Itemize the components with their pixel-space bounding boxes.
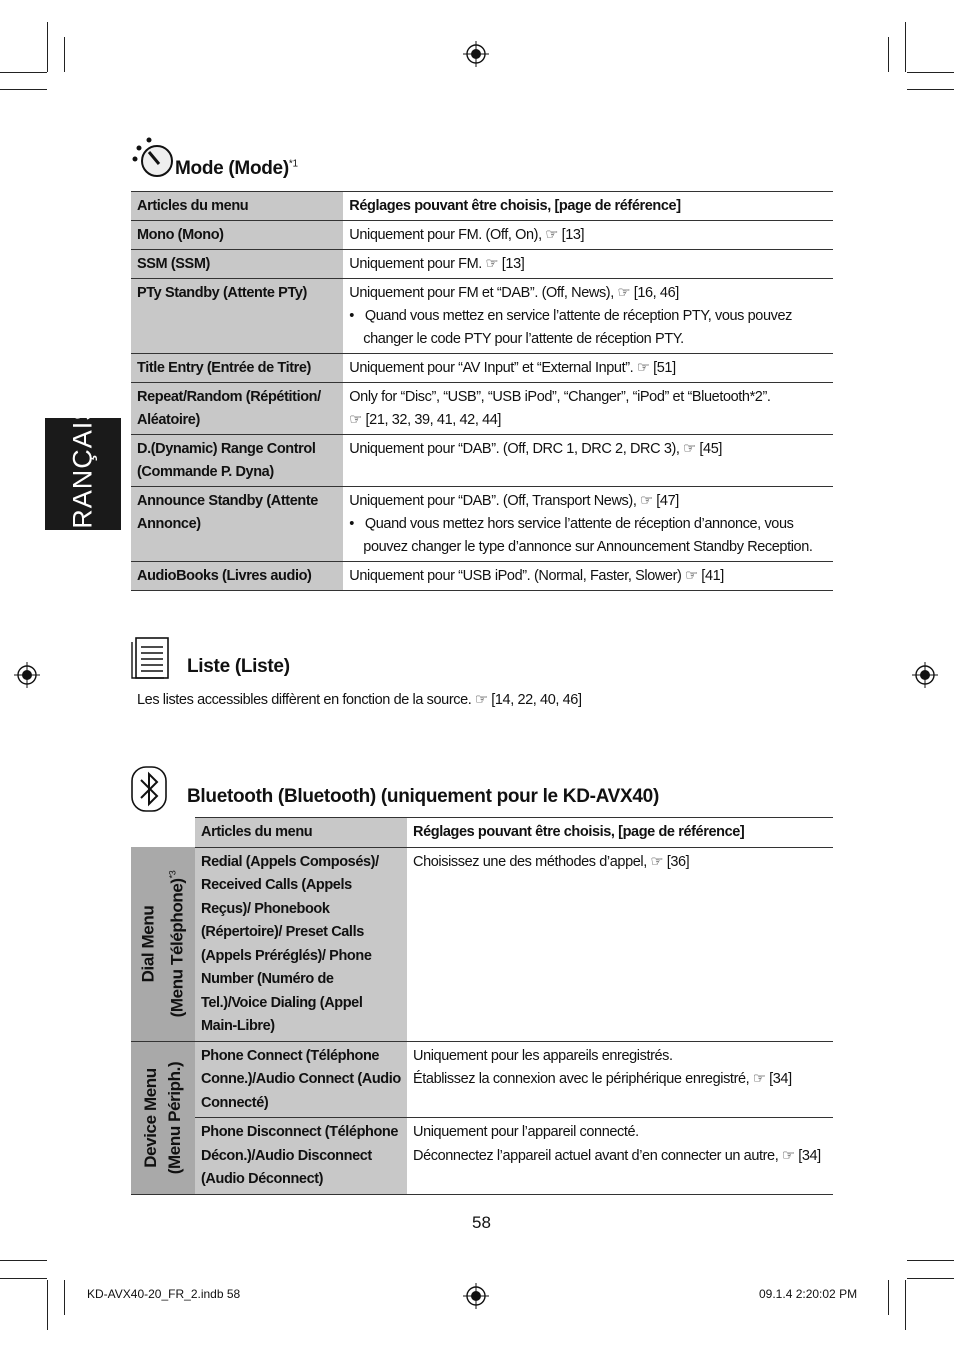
header-settings: Réglages pouvant être choisis, [page de référence] [349,198,681,214]
menu-item-label: Phone Connect (Téléphone Conne.)/Audio Connect (Audio Connecté) [195,1041,407,1118]
menu-item-label: Mono (Mono) [131,221,343,250]
group-sublabel: (Menu Téléphone)$^{*3}$ [167,870,187,1018]
setting-description: Uniquement pour FM. ☞ [13] [349,256,525,272]
table-header-row [131,818,833,848]
setting-description: Uniquement pour “DAB”. (Off, Transport News), ☞ [47] [349,493,679,509]
group-sublabel: (Menu Périph.) [165,1061,184,1174]
table-row [131,221,833,250]
setting-description: Uniquement pour les appareils enregistrés. [413,1047,673,1064]
table-row [131,435,833,487]
header-menu-items: Articles du menu [131,192,343,221]
table-row [131,1041,833,1118]
mode-settings-table [131,191,833,591]
registration-mark-icon [912,662,938,688]
table-row [131,383,833,435]
menu-item-label: SSM (SSM) [131,250,343,279]
bluetooth-icon [131,766,167,812]
language-tab-label: FRANÇAIS [67,401,98,547]
setting-description: Uniquement pour “USB iPod”. (Normal, Faster, Slower) ☞ [41] [349,568,724,584]
menu-item-label: PTy Standby (Attente PTy) [131,279,343,354]
table-row [131,847,833,1041]
group-label: Device Menu [141,1067,160,1168]
menu-item-label: Title Entry (Entrée de Titre) [131,354,343,383]
header-menu-items: Articles du menu [195,818,407,848]
setting-note: • Quand vous mettez hors service l’attente de réception d’annonce, vous pouvez changer le type d’annonce sur Announcement Standby Reception. [349,516,813,555]
registration-mark-icon [14,662,40,688]
group-label: Dial Menu [138,905,158,983]
setting-description: Only for “Disc”, “USB”, “USB iPod”, “Changer”, “iPod” et “Bluetooth*2”. [349,389,771,405]
table-row [131,487,833,562]
setting-description: Choisissez une des méthodes d’appel, ☞ [36] [407,847,833,1041]
setting-description: Uniquement pour FM et “DAB”. (Off, News), ☞ [16, 46] [349,285,679,301]
setting-description: Uniquement pour “AV Input” et “External Input”. ☞ [51] [349,360,676,376]
registration-mark-icon [463,1283,489,1309]
table-row [131,279,833,354]
page-number: 58 [472,1213,491,1232]
table-row [131,354,833,383]
setting-reference: ☞ [21, 32, 39, 41, 42, 44] [349,412,502,428]
setting-description: Uniquement pour “DAB”. (Off, DRC 1, DRC 2, DRC 3), ☞ [45] [349,441,722,457]
menu-item-label: AudioBooks (Livres audio) [131,562,343,591]
dial-menu-group [131,847,195,1041]
footer-filename: KD-AVX40-20_FR_2.indb 58 [87,1287,241,1301]
table-row [131,562,833,591]
table-row [131,250,833,279]
menu-item-label: Phone Disconnect (Téléphone Décon.)/Audio Disconnect (Audio Déconnect) [195,1118,407,1195]
list-section-title: Liste (Liste) [187,656,290,677]
mode-section-title: Mode (Mode)$^{*1}$ [175,158,298,179]
menu-item-label: Announce Standby (Attente Annonce) [131,487,343,562]
setting-detail: Établissez la connexion avec le périphérique enregistré, ☞ [34] [413,1071,792,1087]
setting-description: Uniquement pour l’appareil connecté. [413,1124,639,1140]
list-section-text: Les listes accessibles diffèrent en fonction de la source. ☞ [14, 22, 40, 46] [137,692,582,708]
setting-note: • Quand vous mettez en service l’attente de réception PTY, vous pouvez changer le code PTY pour l’attente de réception PTY. [349,308,792,347]
bluetooth-settings-table [131,817,833,1195]
header-settings: Réglages pouvant être choisis, [page de référence] [407,818,833,848]
table-row [131,1118,833,1195]
setting-description: Uniquement pour FM. (Off, On), ☞ [13] [349,227,585,243]
language-tab [45,401,121,547]
registration-mark-icon [463,41,489,67]
menu-item-label: D.(Dynamic) Range Control (Commande P. Dyna) [131,435,343,487]
device-menu-group [131,1041,195,1194]
bluetooth-section-title: Bluetooth (Bluetooth) (uniquement pour le KD-AVX40) [187,786,659,807]
setting-detail: Déconnectez l’appareil actuel avant d’en connecter un autre, ☞ [34] [413,1147,821,1164]
list-document-icon [130,636,170,680]
menu-item-label: Repeat/Random (Répétition/ Aléatoire) [131,383,343,435]
menu-item-label: Redial (Appels Composés)/ Received Calls (Appels Reçus)/ Phonebook (Répertoire)/ Preset Calls (Appels Préréglés)/ Phone Number (Numéro de Tel.)/Voice Dialing (Appel Main-Libre) [195,847,407,1041]
footer-timestamp: 09.1.4 2:20:02 PM [759,1287,858,1301]
dial-knob-icon [130,137,176,183]
table-header-row [131,192,833,221]
